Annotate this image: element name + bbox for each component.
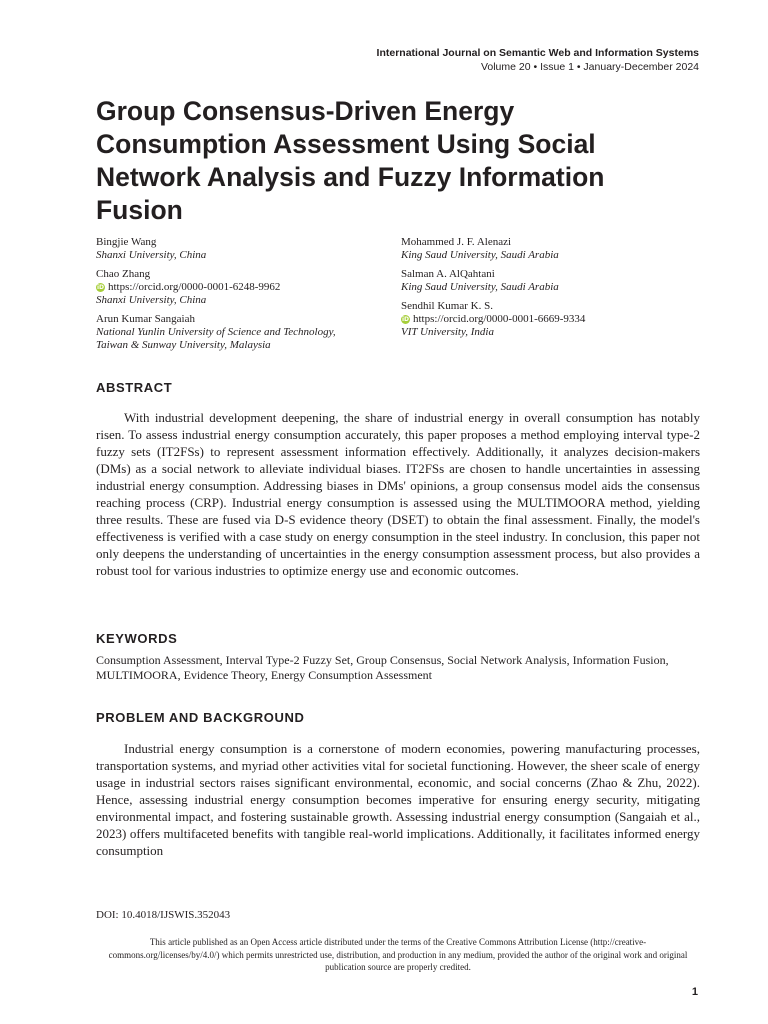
doi[interactable]: DOI: 10.4018/IJSWIS.352043: [96, 909, 231, 921]
author-block: [401, 300, 701, 339]
author-block: [96, 236, 386, 262]
orcid-line: [401, 313, 701, 326]
abstract-heading: ABSTRACT: [96, 380, 173, 395]
orcid-link[interactable]: https://orcid.org/0000-0001-6248-9962: [108, 281, 281, 293]
author-affiliation: VIT University, India: [401, 326, 494, 338]
author-block: [401, 236, 701, 262]
problem-text: Industrial energy consumption is a cornerstone of modern economies, powering manufacturing processes, transportation systems, and myriad other activities vital for societal functioning. However, the sheer scale of energy usage in industrial sectors raises significant environmental, economic, and social concerns (Zhao & Zhu, 2022). Hence, assessing industrial energy consumption becomes imperative for ensuring energy security, mitigating environmental impact, and fostering sustainable growth. Assessing industrial energy consumption (Sangaiah et al., 2023) offers multifaceted benefits with tangible real-world implications. Additionally, it facilitates informed energy consumption: [96, 741, 700, 858]
orcid-line: [96, 281, 386, 294]
author-name: Salman A. AlQahtani: [401, 268, 495, 280]
orcid-icon: iD: [96, 284, 105, 291]
authors-right-column: [401, 236, 701, 345]
author-block: [96, 268, 386, 307]
authors-left-column: [96, 236, 386, 358]
journal-issue: Volume 20 • Issue 1 • January-December 2024: [480, 61, 699, 73]
author-affiliation: Shanxi University, China: [96, 249, 207, 261]
author-affiliation: King Saud University, Saudi Arabia: [401, 249, 559, 261]
author-name: Arun Kumar Sangaiah: [96, 313, 195, 325]
keywords-heading: KEYWORDS: [96, 631, 178, 646]
page-number: 1: [691, 986, 698, 998]
journal-name: International Journal on Semantic Web and Information Systems: [376, 47, 699, 59]
author-name: Mohammed J. F. Alenazi: [401, 236, 512, 248]
journal-header: [377, 46, 699, 75]
author-block: [401, 268, 701, 294]
abstract-text: With industrial development deepening, the share of industrial energy in overall consumption has notably risen. To assess industrial energy consumption accurately, this paper proposes a method employing interval type-2 fuzzy sets (IT2FSs) to represent assessment information effectively. Additionally, it analyzes decision-makers (DMs) as a social network to alleviate individual biases. IT2FSs are chosen to handle uncertainties in assessing industrial energy consumption. Addressing biases in DMs' opinions, a group consensus model aids the consensus reaching process (CRP). Industrial energy consumption is assessed using the MULTIMOORA method, yielding three results. These are fused via D-S evidence theory (DSET) to obtain the final assessment. Finally, the model's effectiveness is verified with a case study on energy consumption in the steel industry. In conclusion, this paper not only deepens the understanding of uncertainties in the energy consumption assessment process, but also provides a robust tool for various industries to optimize energy use and economic outcomes.: [96, 410, 700, 578]
author-affiliation: King Saud University, Saudi Arabia: [401, 281, 559, 293]
author-affiliation: National Yunlin University of Science and Technology,: [96, 326, 336, 338]
author-affiliation-continued: Taiwan & Sunway University, Malaysia: [96, 339, 271, 351]
problem-heading: PROBLEM AND BACKGROUND: [96, 710, 305, 725]
orcid-icon: iD: [401, 316, 410, 323]
orcid-link[interactable]: https://orcid.org/0000-0001-6669-9334: [413, 313, 586, 325]
author-name: Bingjie Wang: [96, 236, 157, 248]
license-notice: This article published as an Open Access article distributed under the terms of the Creative Commons Attribution License (http://creative-commons.org/licenses/by/4.0/) which permits unrestricted use, distribution, and production in any medium, provided the author of the original work and original publication source are properly credited.: [108, 937, 688, 972]
author-name: Sendhil Kumar K. S.: [401, 300, 493, 312]
author-block: [96, 313, 386, 352]
author-affiliation: Shanxi University, China: [96, 294, 207, 306]
paper-title: Group Consensus-Driven Energy Consumption Assessment Using Social Network Analysis and Fuzzy Information Fusion: [96, 96, 605, 225]
keywords-text: Consumption Assessment, Interval Type-2 Fuzzy Set, Group Consensus, Social Network Analysis, Information Fusion, MULTIMOORA, Evidence Theory, Energy Consumption Assessment: [96, 653, 669, 682]
author-name: Chao Zhang: [96, 268, 151, 280]
